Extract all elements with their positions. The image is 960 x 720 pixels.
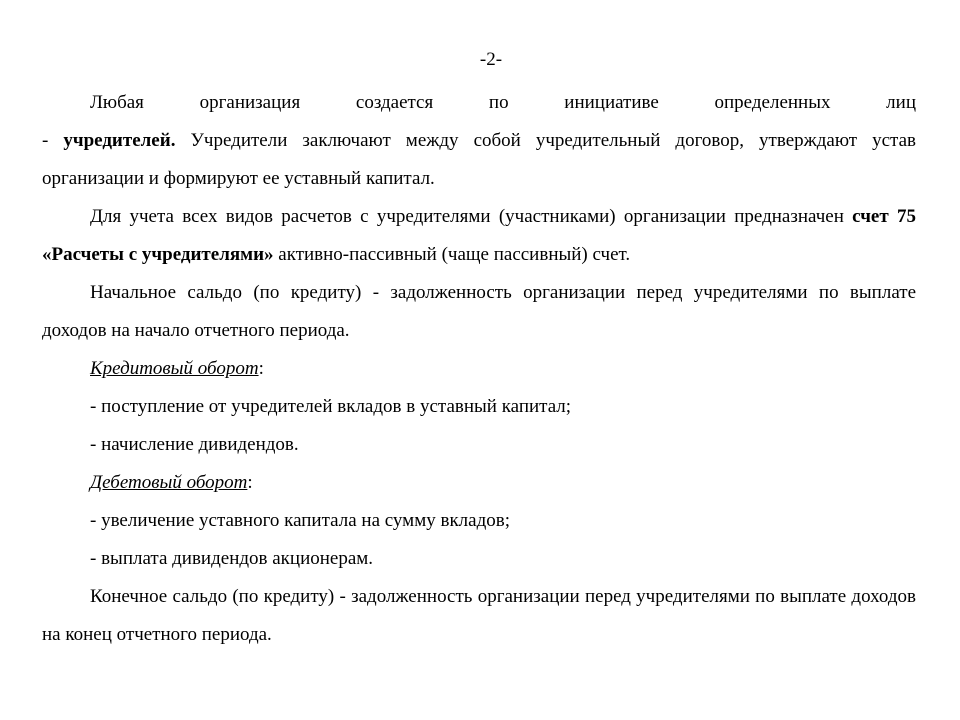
paragraph-intro-continued (42, 122, 916, 198)
paragraph-intro-line1 (42, 84, 916, 122)
debit-item-capital-increase (42, 502, 916, 540)
credit-colon: : (258, 358, 264, 379)
account-75-title: счет 75 «Расчеты с учредителями» (42, 206, 916, 265)
page-number: -2- (479, 49, 503, 70)
paragraph-opening-balance (42, 274, 916, 350)
paragraph-closing-balance (42, 578, 916, 654)
debit-item-dividend-payment (42, 540, 916, 578)
credit-item-1: - поступление от учредителей вкладов в уставный капитал; (90, 396, 572, 417)
paragraph-account-75 (42, 198, 916, 274)
debit-colon: : (247, 472, 253, 493)
intro-text: Любая организация создается по инициативе определенных лиц (90, 92, 916, 113)
founders-term: учредителей. (63, 130, 176, 151)
account-intro: Для учета всех видов расчетов с учредителями (участниками) организации предназначен (90, 206, 853, 227)
account-type: активно-пассивный (чаще пассивный) счет. (273, 244, 631, 265)
closing-balance-text: Конечное сальдо (по кредиту) - задолженность организации перед учредителями по выплате доходов на конец отчетного периода. (42, 586, 916, 645)
credit-turnover-heading (42, 350, 916, 388)
document-page (42, 48, 916, 654)
credit-item-dividends (42, 426, 916, 464)
debit-item-2: - выплата дивидендов акционерам. (90, 548, 374, 569)
opening-balance-text: Начальное сальдо (по кредиту) - задолженность организации перед учредителями по выплате доходов на начало отчетного периода. (42, 282, 916, 341)
credit-turnover-label: Кредитовый оборот (90, 358, 259, 379)
debit-turnover-heading (42, 464, 916, 502)
credit-item-2: - начисление дивидендов. (90, 434, 299, 455)
intro-rest: Учредители заключают между собой учредительный договор, утверждают устав организации и формируют ее уставный капитал. (42, 130, 917, 189)
debit-turnover-label: Дебетовый оборот (90, 472, 248, 493)
credit-item-contributions (42, 388, 916, 426)
debit-item-1: - увеличение уставного капитала на сумму вкладов; (90, 510, 511, 531)
intro-dash: - (42, 130, 64, 151)
